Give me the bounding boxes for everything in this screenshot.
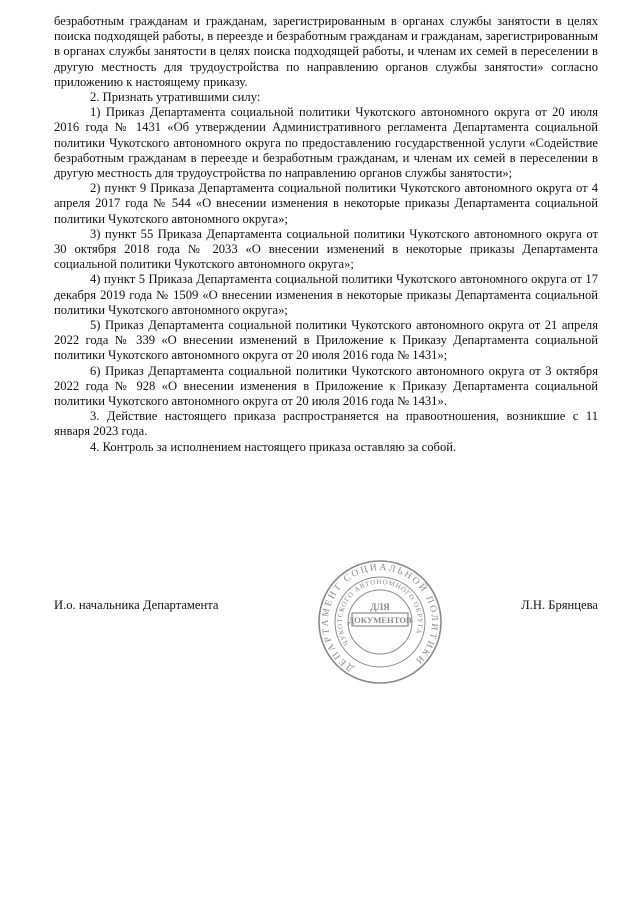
paragraph-4: 4. Контроль за исполнением настоящего приказа оставляю за собой.: [90, 439, 457, 454]
signatory-position: И.о. начальника Департамента: [54, 598, 219, 612]
stamp-outer-text: ДЕПАРТАМЕНТ СОЦИАЛЬНОЙ ПОЛИТИКИ: [320, 562, 440, 673]
paragraph-3: 3. Действие настоящего приказа распространяется на правоотношения, возникшие с 11 января 2023 года.: [54, 409, 598, 439]
list-item: 3) пункт 55 Приказа Департамента социальной политики Чукотского автономного округа от 30 октября 2018 года № 2033 «О внесении изменений в некоторые приказы Департамента социальной политики Чукотского автономного округа»;: [54, 226, 598, 272]
seal-stamp: [316, 558, 444, 686]
list-item: 2) пункт 9 Приказа Департамента социальной политики Чукотского автономного округа от 4 апреля 2017 года № 544 «О внесении изменения в некоторые приказы Департамента социальной политики Чукотского автономного округа»;: [54, 181, 598, 226]
paragraph-2: 2. Признать утратившими силу:: [90, 90, 261, 105]
stamp-center-line2: ДОКУМЕНТОВ: [348, 615, 412, 625]
list-item: 6) Приказ Департамента социальной политики Чукотского автономного округа от 3 октября 2022 года № 928 «О внесении изменения в Приложение к Приказу Департамента социальной политики Чукотского автономного округа от 20 июля 2016 года № 1431».: [54, 363, 598, 409]
document-body: [54, 14, 598, 455]
stamp-inner-text: ЧУКОТСКОГО АВТОНОМНОГО ОКРУГА: [335, 577, 425, 647]
list-item: 1) Приказ Департамента социальной политики Чукотского автономного округа от 20 июля 2016 года № 1431 «Об утверждении Административного регламента Департамента социальной политики Чукотского автономного округа по предоставлению государственной услуги «Содействие безработным гражданам в переезде и безработным гражданам, и членам их семей в переселении в другую местность для трудоустройства по направлению органов службы занятости»;: [54, 105, 598, 181]
stamp-center-line1: ДЛЯ: [370, 602, 390, 612]
signatory-name: Л.Н. Брянцева: [521, 598, 598, 612]
paragraph-continuation: безработным гражданам и гражданам, зарегистрированным в органах службы занятости в целях поиска подходящей работы, в переезде и безработным гражданам и гражданам, зарегистрированным в органах службы занятости в целях поиска подходящей работы, и членам их семей в переселении в другую местность для трудоустройства по направлению органов службы занятости» согласно приложению к настоящему приказу.: [54, 14, 598, 89]
list-item: 4) пункт 5 Приказа Департамента социальной политики Чукотского автономного округа от 17 декабря 2019 года № 1509 «О внесении изменения в некоторые приказы Департамента социальной политики Чукотского автономного округа»;: [54, 272, 598, 317]
list-item: 5) Приказ Департамента социальной политики Чукотского автономного округа от 21 апреля 2022 года № 339 «О внесении изменений в Приложение к Приказу Департамента социальной политики Чукотского автономного округа от 20 июля 2016 года № 1431»;: [54, 318, 598, 363]
